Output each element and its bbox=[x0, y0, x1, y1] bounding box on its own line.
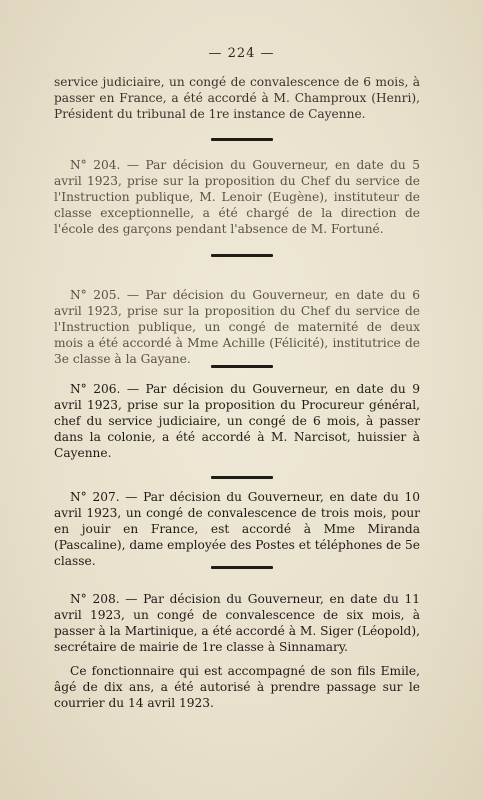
separator-rule bbox=[211, 138, 273, 141]
separator-rule bbox=[211, 476, 273, 479]
entry-text: N° 208. — Par décision du Gouverneur, en date du 11 avril 1923, un congé de convalescence de six mois, à passer à la Martinique, a été accordé à M. Siger (Léopold), secrétaire de mairie de 1re classe à Sinnamary. bbox=[54, 592, 420, 654]
entry-206 bbox=[54, 381, 420, 461]
entry-208 bbox=[54, 591, 420, 711]
separator-rule bbox=[211, 566, 273, 569]
entry-207 bbox=[54, 489, 420, 569]
entry-text: N° 205. — Par décision du Gouverneur, en date du 6 avril 1923, prise sur la proposition du Chef du service de l'Instruction publique, un congé de maternité de deux mois a été accordé à Mme Achille (Félicité), institutrice de 3e classe à la Gayane. bbox=[54, 288, 420, 366]
page-number: — 224 — bbox=[208, 46, 275, 61]
intro-text: service judiciaire, un congé de convalescence de 6 mois, à passer en France, a été accordé à M. Champroux (Henri), Président du tribunal de 1re instance de Cayenne. bbox=[54, 75, 420, 121]
entry-continuation: Ce fonctionnaire qui est accompagné de son fils Emile, âgé de dix ans, a été autorisé à prendre passage sur le courrier du 14 avril 1923. bbox=[54, 664, 420, 710]
entry-205 bbox=[54, 287, 420, 367]
separator-rule bbox=[211, 254, 273, 257]
entry-text: N° 206. — Par décision du Gouverneur, en date du 9 avril 1923, prise sur la proposition du Procureur général, chef du service judiciaire, un congé de 6 mois, à passer dans la colonie, a été accordé à M. Narcisot, huissier à Cayenne. bbox=[54, 382, 420, 460]
separator-rule bbox=[211, 365, 273, 368]
entry-text: N° 207. — Par décision du Gouverneur, en date du 10 avril 1923, un congé de convalescence de trois mois, pour en jouir en France, est accordé à Mme Miranda (Pascaline), dame employée des Postes et téléphones de 5e classe. bbox=[54, 490, 420, 568]
entry-204 bbox=[54, 157, 420, 237]
intro-paragraph bbox=[54, 74, 420, 122]
entry-text: N° 204. — Par décision du Gouverneur, en date du 5 avril 1923, prise sur la proposition du Chef du service de l'Instruction publique, M. Lenoir (Eugène), instituteur de classe exceptionnelle, a été chargé de la direction de l'école des garçons pendant l'absence de M. Fortuné. bbox=[54, 158, 420, 236]
